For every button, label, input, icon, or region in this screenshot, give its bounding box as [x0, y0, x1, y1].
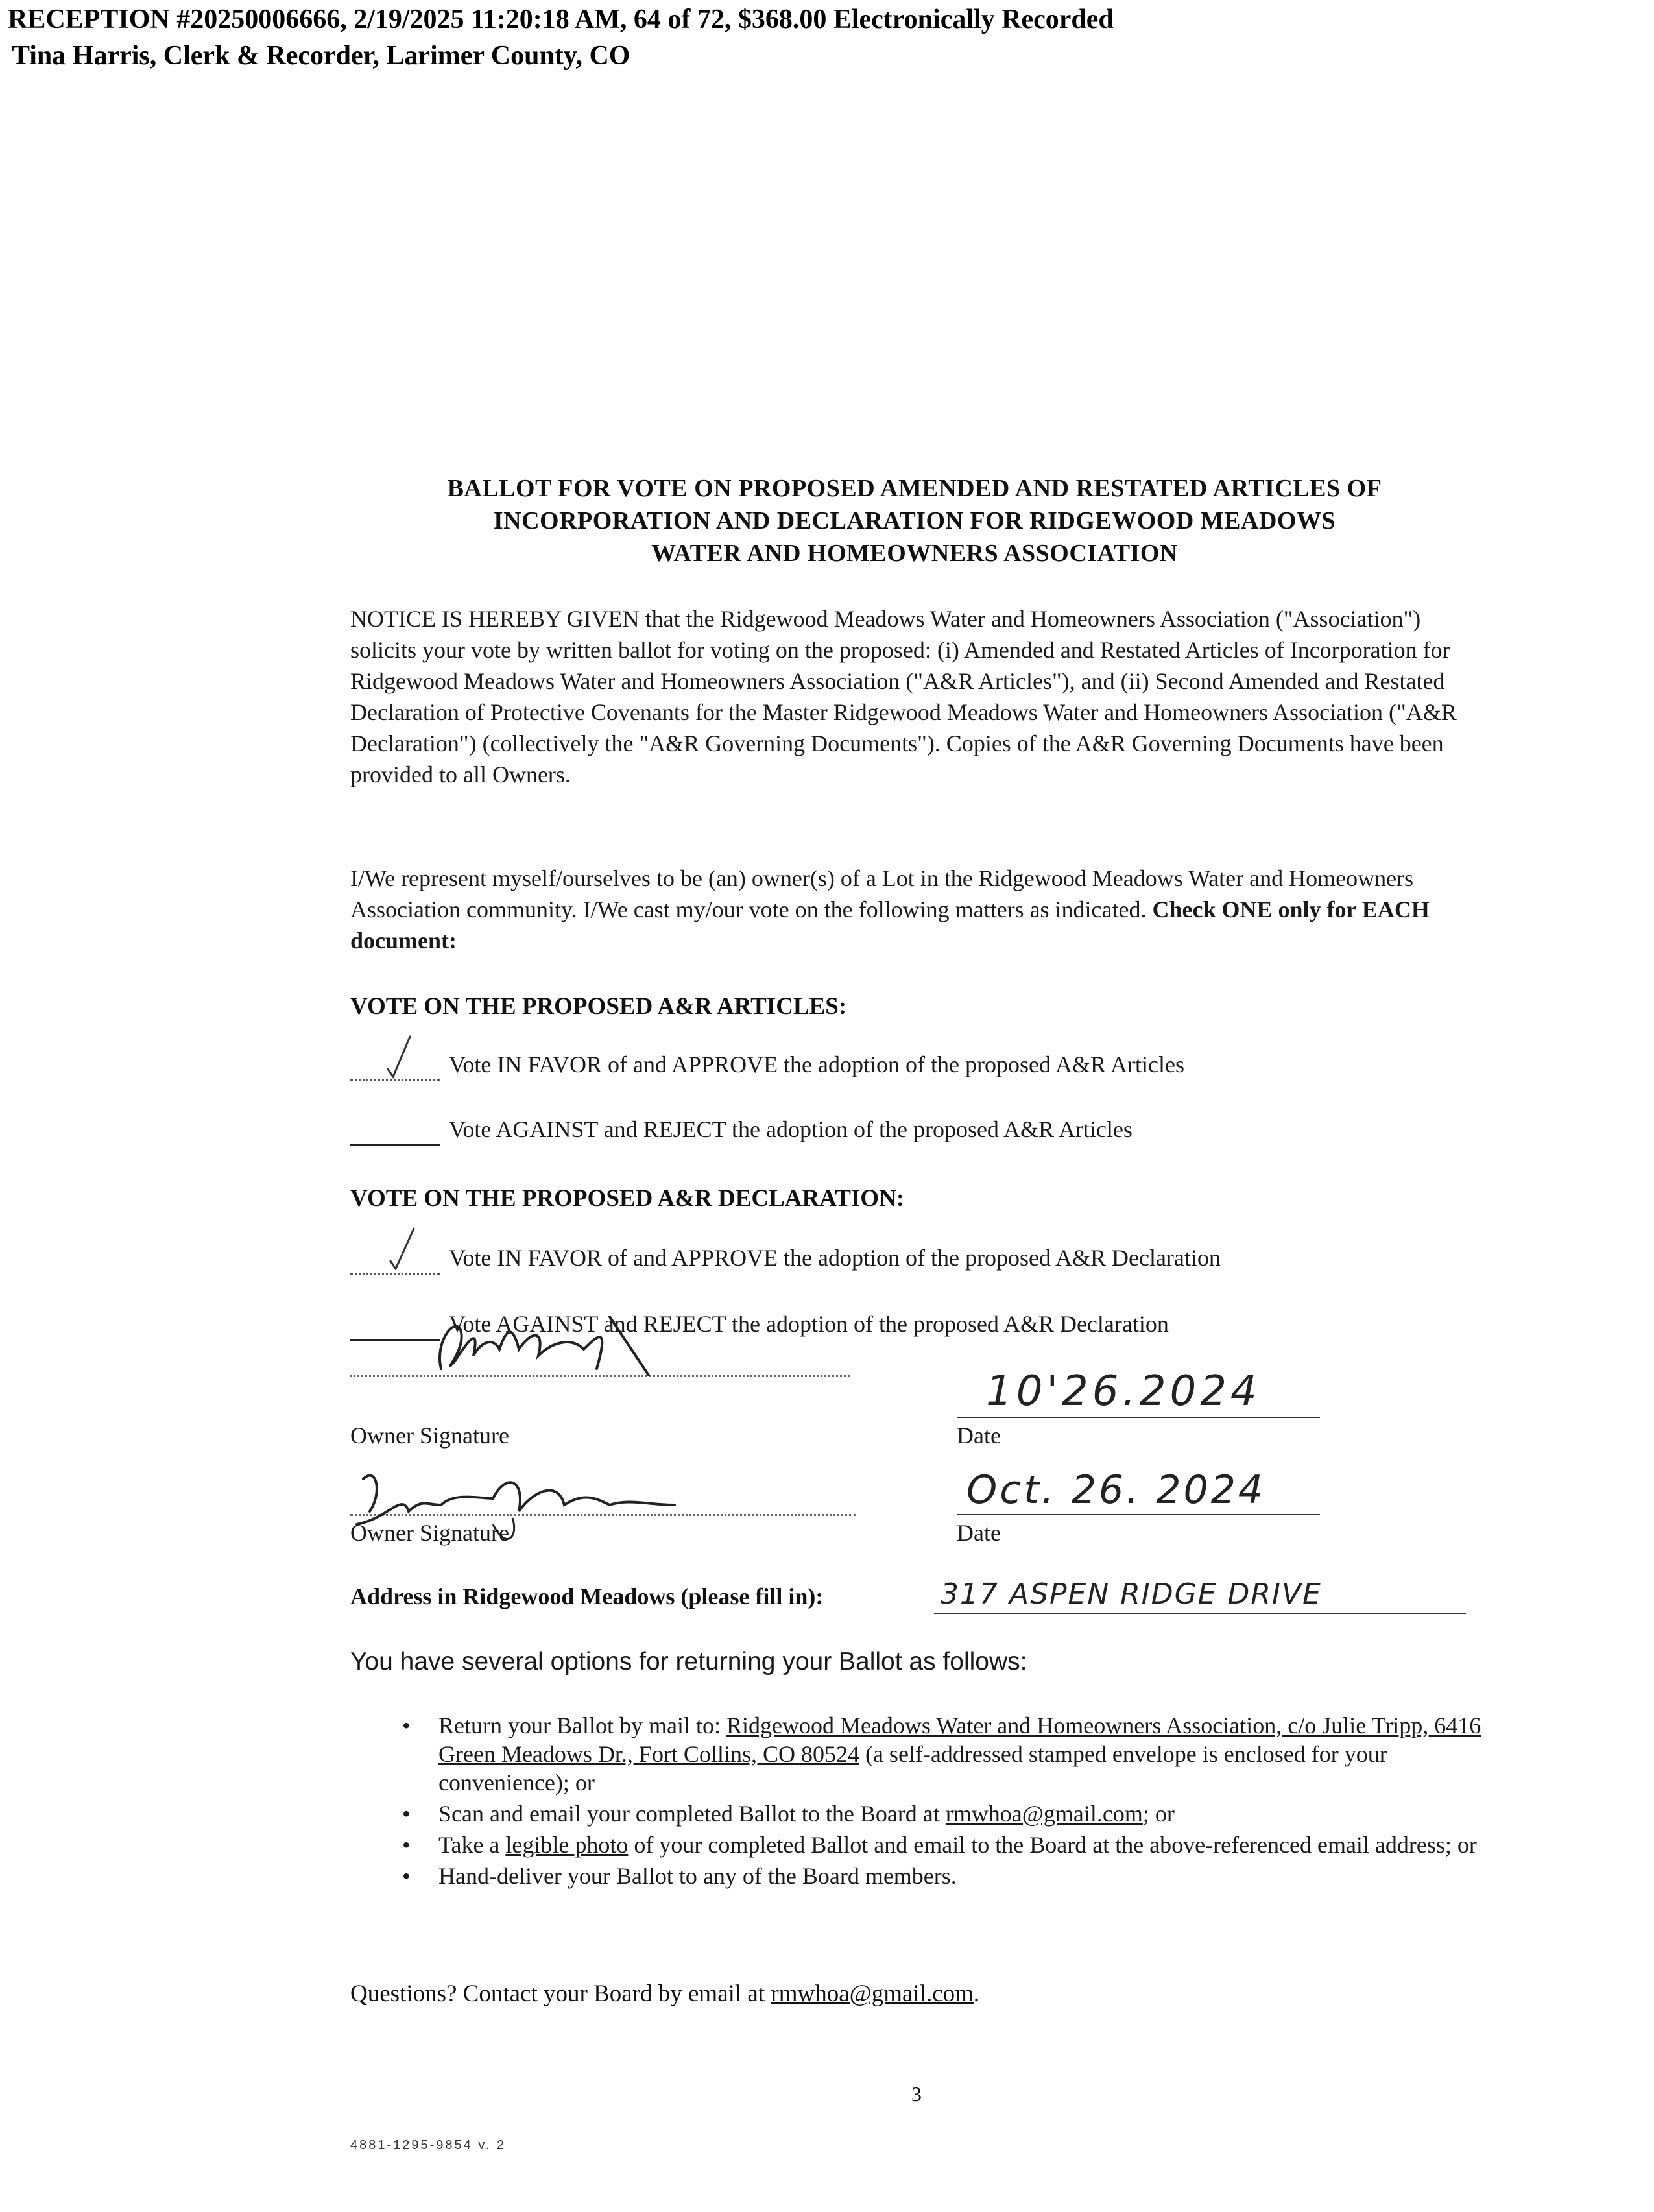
owner-signature-label-2: Owner Signature	[350, 1520, 509, 1546]
page-number: 3	[911, 2082, 922, 2106]
representation-instruction: Check ONE only for EACH document:	[350, 896, 1430, 954]
date-label-1: Date	[957, 1423, 1001, 1449]
date-value-2: Oct. 26. 2024	[966, 1467, 1266, 1513]
return-option-mail	[402, 1711, 1505, 1797]
articles-favor-label: Vote IN FAVOR of and APPROVE the adoption of the proposed A&R Articles	[449, 1052, 1184, 1077]
ballot-title	[350, 472, 1479, 570]
questions-prefix: Questions? Contact your Board by email at	[350, 1980, 771, 2007]
bullet-icon: •	[402, 1713, 411, 1738]
address-label: Address in Ridgewood Meadows (please fill in):	[350, 1583, 824, 1609]
date-line-1[interactable]	[957, 1417, 1320, 1418]
questions-email-link[interactable]: rmwhoa@gmail.com	[771, 1980, 974, 2007]
declaration-favor-label: Vote IN FAVOR of and APPROVE the adoption of the proposed A&R Declaration	[449, 1245, 1221, 1271]
bullet-icon: •	[402, 1832, 411, 1858]
bullet-icon: •	[402, 1801, 411, 1827]
articles-against-option[interactable]	[350, 1116, 1492, 1155]
checkmark-icon	[376, 1222, 428, 1274]
bullet-icon: •	[402, 1863, 411, 1889]
questions-line	[350, 1980, 979, 2008]
return-option-mail-prefix: Return your Ballot by mail to:	[438, 1713, 726, 1738]
return-option-photo	[402, 1831, 1505, 1859]
return-options-list	[402, 1711, 1505, 1893]
mailing-address: Ridgewood Meadows Water and Homeowners Association, c/o Julie Tripp, 6416 Green Meadows Dr., Fort Collins, CO 80524	[438, 1713, 1481, 1767]
declaration-against-label: Vote AGAINST and REJECT the adoption of the proposed A&R Declaration	[449, 1311, 1169, 1337]
articles-against-label: Vote AGAINST and REJECT the adoption of the proposed A&R Articles	[449, 1116, 1133, 1142]
ballot-title-line-3: WATER AND HOMEOWNERS ASSOCIATION	[651, 540, 1178, 567]
legible-photo-emphasis: legible photo	[505, 1832, 629, 1858]
ballot-title-line-2: INCORPORATION AND DECLARATION FOR RIDGEWOOD MEADOWS	[493, 507, 1336, 535]
return-option-email	[402, 1799, 1505, 1828]
address-value: 317 ASPEN RIDGE DRIVE	[941, 1578, 1322, 1611]
board-email-link[interactable]: rmwhoa@gmail.com	[945, 1801, 1143, 1827]
date-label-2: Date	[957, 1520, 1001, 1546]
owner-signature-1	[415, 1304, 701, 1388]
date-line-2[interactable]	[957, 1514, 1320, 1515]
articles-favor-option[interactable]	[350, 1051, 1492, 1090]
return-option-email-prefix: Scan and email your completed Ballot to the Board at	[438, 1801, 946, 1827]
return-option-photo-prefix: Take a	[438, 1832, 506, 1858]
owner-signature-label-1: Owner Signature	[350, 1423, 509, 1449]
representation-text: I/We represent myself/ourselves to be (an) owner(s) of a Lot in the Ridgewood Meadows Water and Homeowners Association community. I/We cast my/our vote on the following matters as indicated.	[350, 865, 1414, 922]
document-code: 4881-1295-9854 v. 2	[350, 2138, 507, 2152]
return-option-hand-deliver	[402, 1862, 1505, 1890]
return-option-mail-suffix: (a self-addressed stamped envelope is enclosed for your convenience); or	[438, 1741, 1387, 1796]
representation-paragraph	[350, 863, 1485, 956]
recording-header-line-1: RECEPTION #20250006666, 2/19/2025 11:20:18 AM, 64 of 72, $368.00 Electronically Recorded	[8, 5, 1114, 34]
articles-against-blank[interactable]	[350, 1144, 440, 1146]
ballot-title-line-1: BALLOT FOR VOTE ON PROPOSED AMENDED AND RESTATED ARTICLES OF	[447, 475, 1382, 502]
date-value-1: 10'26.2024	[986, 1367, 1261, 1415]
return-options-intro: You have several options for returning your Ballot as follows:	[350, 1648, 1027, 1676]
return-option-photo-suffix: of your completed Ballot and email to the Board at the above-referenced email address; or	[628, 1832, 1477, 1858]
checkmark-icon	[374, 1031, 425, 1083]
address-line[interactable]	[934, 1613, 1466, 1614]
notice-paragraph: NOTICE IS HEREBY GIVEN that the Ridgewood Meadows Water and Homeowners Association ("Association") solicits your vote by written ballot for voting on the proposed: (i) Amended and Restated Articles of Incorporation for Ridgewood Meadows Water and Homeowners Association ("A&R Articles"), and (ii) Second Amended and Restated Declaration of Protective Covenants for the Master Ridgewood Meadows Water and Homeowners Association ("A&R Declaration") (collectively the "A&R Governing Documents"). Copies of the A&R Governing Documents have been provided to all Owners.	[350, 606, 1457, 787]
questions-suffix: .	[973, 1980, 980, 2007]
declaration-favor-option[interactable]	[350, 1244, 1492, 1283]
articles-vote-heading: VOTE ON THE PROPOSED A&R ARTICLES:	[350, 993, 847, 1020]
return-option-email-suffix: ; or	[1142, 1801, 1175, 1827]
return-option-hand-deliver-text: Hand-deliver your Ballot to any of the Board members.	[438, 1863, 957, 1889]
recording-header-line-2: Tina Harris, Clerk & Recorder, Larimer County, CO	[12, 41, 630, 71]
declaration-vote-heading: VOTE ON THE PROPOSED A&R DECLARATION:	[350, 1185, 905, 1212]
